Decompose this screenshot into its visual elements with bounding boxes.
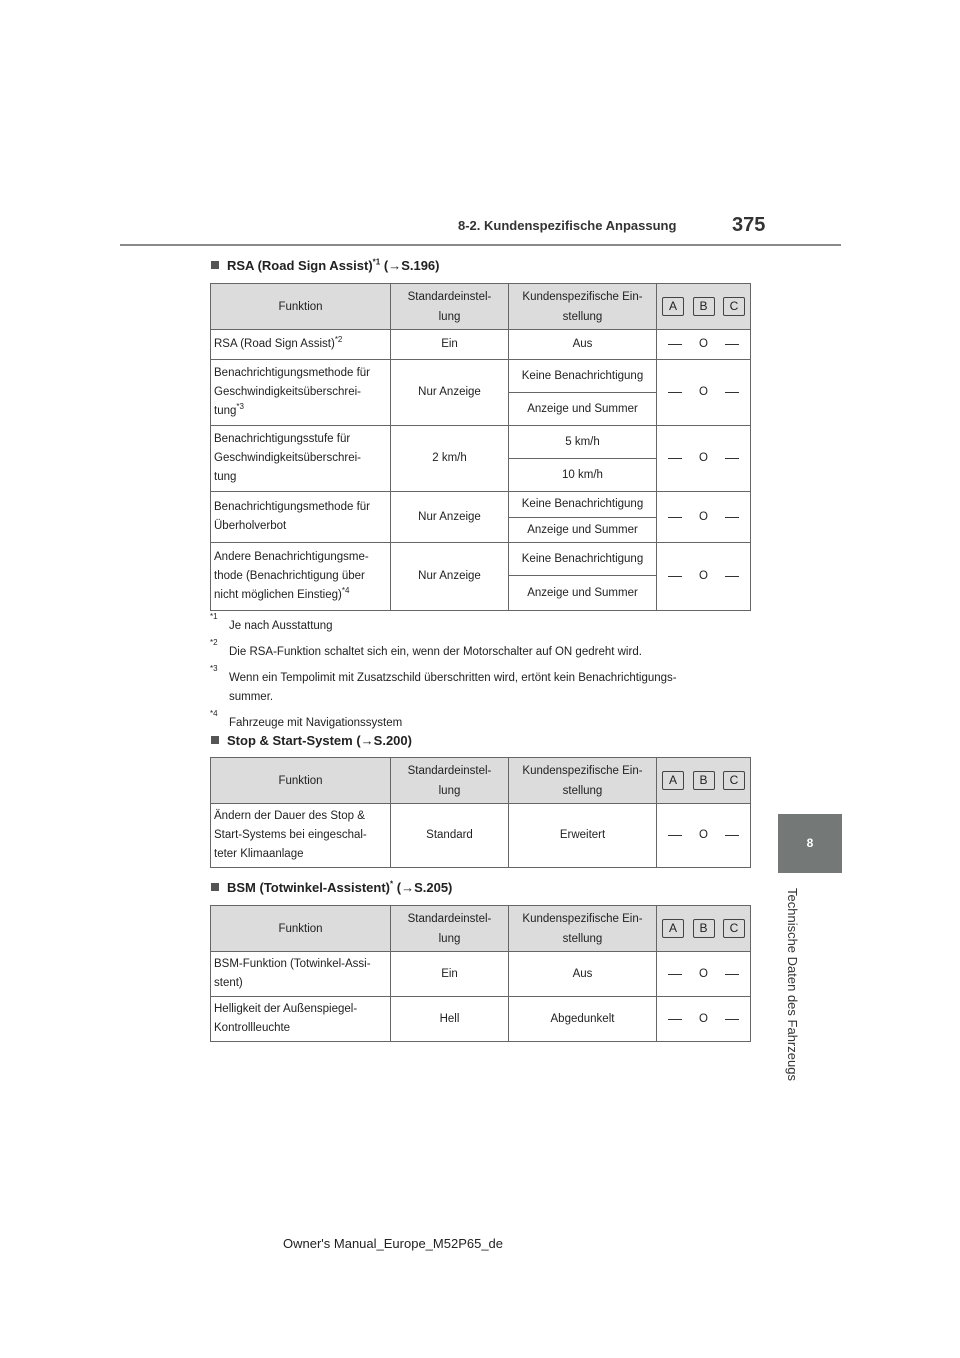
table-row (211, 360, 751, 393)
col-funktion: Funktion (211, 906, 391, 952)
cell-funktion: Benachrichtigungsstufe für Geschwindigkeitsüberschrei- tung (211, 426, 391, 492)
cell-option: Aus (509, 330, 657, 360)
cell-standard: Ein (391, 330, 509, 360)
col-kundenspezifisch: Kundenspezifische Ein- stellung (509, 906, 657, 952)
stopstart-table (210, 757, 751, 868)
cell-marks: O (657, 360, 751, 426)
cell-option: Anzeige und Summer (509, 518, 657, 543)
label-c: C (723, 919, 745, 938)
cell-standard: Nur Anzeige (391, 492, 509, 543)
cell-option: Keine Benachrichtigung (509, 543, 657, 576)
cell-standard: Standard (391, 804, 509, 868)
col-abc (657, 906, 751, 952)
col-standard: Standardeinstel- lung (391, 284, 509, 330)
cell-marks: O (657, 492, 751, 543)
label-a: A (662, 297, 684, 316)
cell-standard: Hell (391, 997, 509, 1042)
col-standard: Standardeinstel- lung (391, 906, 509, 952)
label-a: A (662, 919, 684, 938)
square-bullet-icon (211, 736, 219, 744)
cell-marks: O (657, 426, 751, 492)
label-a: A (662, 771, 684, 790)
bsm-heading: BSM (Totwinkel-Assistent)* (→S.205) (211, 880, 452, 895)
bsm-table (210, 905, 751, 1042)
cell-option: Keine Benachrichtigung (509, 492, 657, 518)
chapter-title: Technische Daten des Fahrzeugs (785, 888, 800, 1081)
table-row (211, 426, 751, 459)
cell-marks: O (657, 804, 751, 868)
footnote: *1 Je nach Ausstattung (210, 612, 333, 632)
table-row (211, 804, 751, 868)
table-row (211, 492, 751, 518)
table-row (211, 330, 751, 360)
cell-funktion: Benachrichtigungsmethode für Geschwindigkeitsüberschrei- tung$^{*3}$ (211, 360, 391, 426)
rsa-table (210, 283, 751, 611)
cell-standard: Nur Anzeige (391, 360, 509, 426)
cell-marks: O (657, 330, 751, 360)
cell-option: 5 km/h (509, 426, 657, 459)
footnotes (210, 612, 755, 740)
running-header: 8-2. Kundenspezifische Anpassung (458, 218, 677, 233)
cell-funktion: Helligkeit der Außenspiegel- Kontrollleuchte (211, 997, 391, 1042)
col-abc (657, 758, 751, 804)
chapter-tab (778, 814, 842, 873)
cell-option: 10 km/h (509, 459, 657, 492)
chapter-number: 8 (806, 836, 814, 850)
cell-funktion: RSA (Road Sign Assist)$^{*2}$ (211, 330, 391, 360)
cell-option: Anzeige und Summer (509, 393, 657, 426)
page-number: 375 (732, 214, 766, 236)
cell-funktion: Andere Benachrichtigungsme- thode (Benachrichtigung über nicht möglichen Einstieg)$^{*4}$ (211, 543, 391, 611)
footnote: *4 Fahrzeuge mit Navigationssystem (210, 709, 403, 729)
footnote: *2 Die RSA-Funktion schaltet sich ein, wenn der Motorschalter auf ON gedreht wird. (210, 638, 642, 658)
table-row (211, 997, 751, 1042)
col-kundenspezifisch: Kundenspezifische Ein- stellung (509, 758, 657, 804)
table-header-row (211, 758, 751, 804)
label-c: C (723, 771, 745, 790)
cell-option: Aus (509, 952, 657, 997)
table-row (211, 543, 751, 576)
col-standard: Standardeinstel- lung (391, 758, 509, 804)
cell-funktion: BSM-Funktion (Totwinkel-Assi- stent) (211, 952, 391, 997)
label-b: B (693, 297, 715, 316)
square-bullet-icon (211, 883, 219, 891)
cell-standard: Nur Anzeige (391, 543, 509, 611)
header-rule (120, 244, 841, 246)
cell-option: Anzeige und Summer (509, 576, 657, 611)
col-funktion: Funktion (211, 284, 391, 330)
table-header-row (211, 284, 751, 330)
cell-option: Erweitert (509, 804, 657, 868)
footer-text: Owner's Manual_Europe_M52P65_de (283, 1236, 504, 1251)
label-c: C (723, 297, 745, 316)
cell-marks: O (657, 997, 751, 1042)
square-bullet-icon (211, 261, 219, 269)
table-row (211, 952, 751, 997)
col-kundenspezifisch: Kundenspezifische Ein- stellung (509, 284, 657, 330)
footnote: *3 Wenn ein Tempolimit mit Zusatzschild überschritten wird, ertönt kein Benachrichtigungs- summer. (210, 664, 677, 703)
cell-standard: 2 km/h (391, 426, 509, 492)
rsa-heading: RSA (Road Sign Assist)$^{*1}$ (→S.196) (211, 258, 440, 273)
cell-option: Abgedunkelt (509, 997, 657, 1042)
col-funktion: Funktion (211, 758, 391, 804)
cell-standard: Ein (391, 952, 509, 997)
label-b: B (693, 919, 715, 938)
cell-funktion: Ändern der Dauer des Stop & Start-Systems bei eingeschal- teter Klimaanlage (211, 804, 391, 868)
stopstart-heading: Stop & Start-System (→S.200) (211, 733, 412, 748)
label-b: B (693, 771, 715, 790)
cell-funktion: Benachrichtigungsmethode für Überholverbot (211, 492, 391, 543)
table-header-row (211, 906, 751, 952)
cell-option: Keine Benachrichtigung (509, 360, 657, 393)
col-abc (657, 284, 751, 330)
cell-marks: O (657, 543, 751, 611)
cell-marks: O (657, 952, 751, 997)
